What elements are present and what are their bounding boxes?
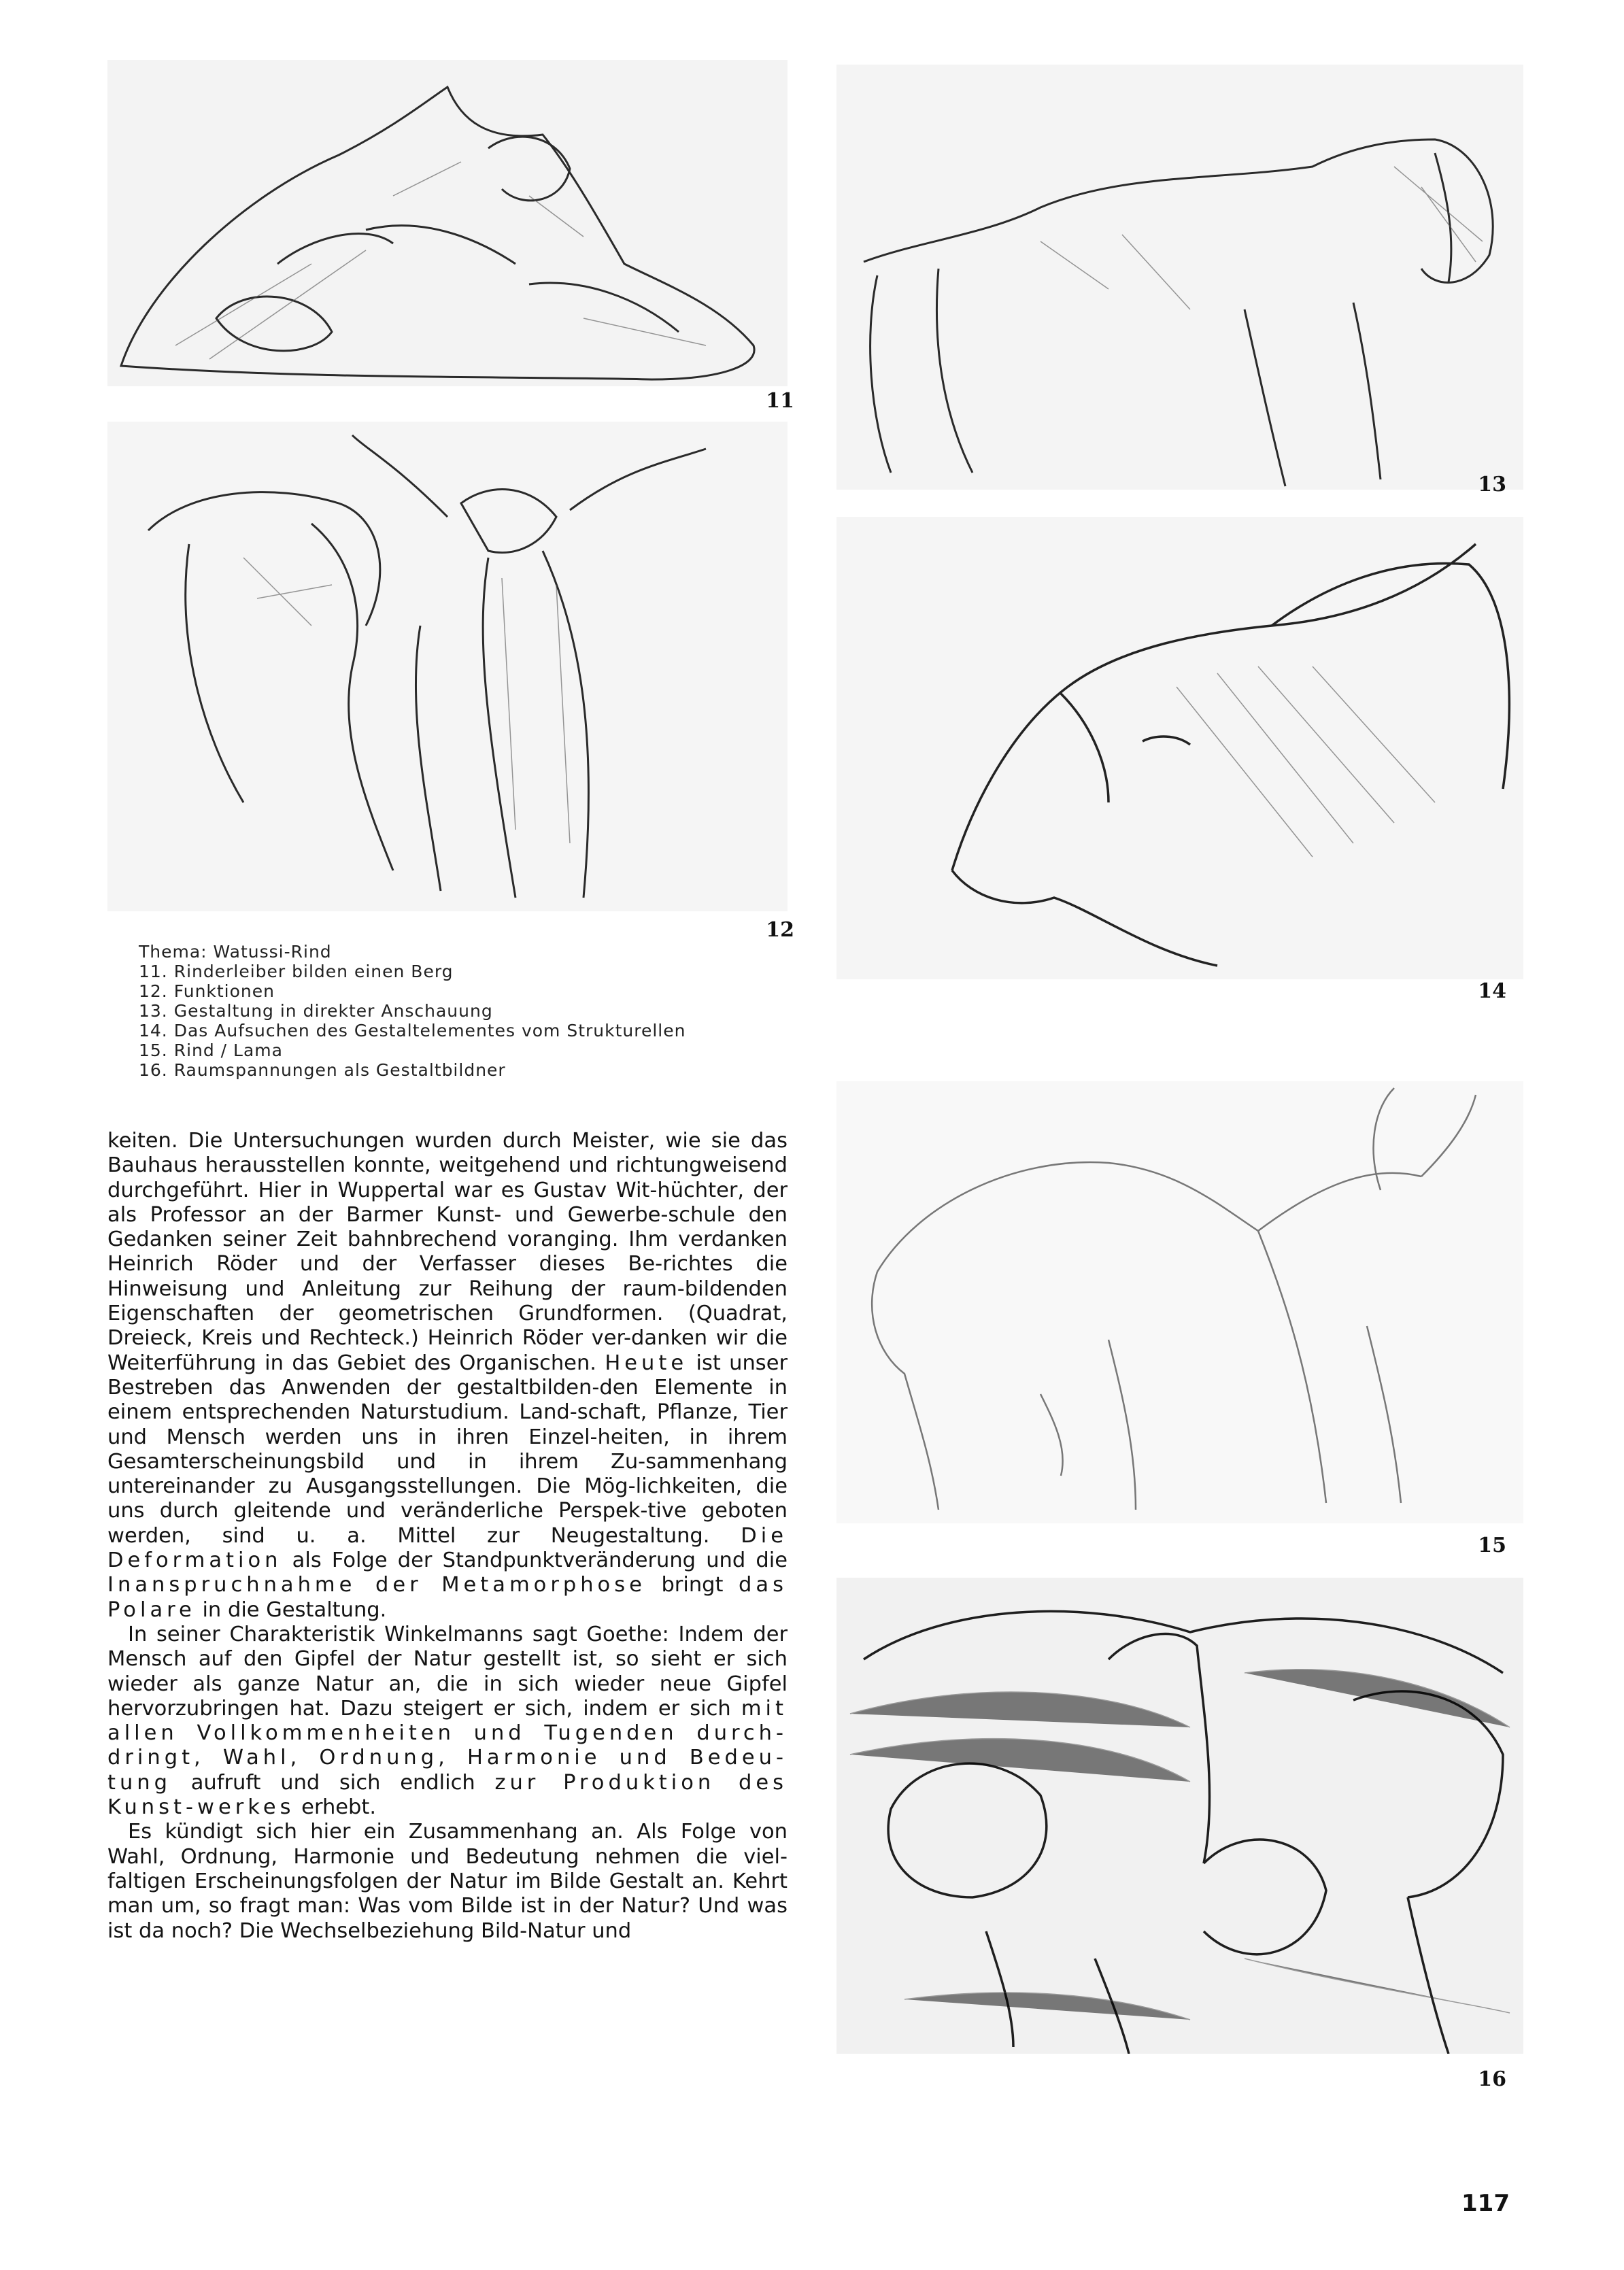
figure-15-sketch — [836, 1081, 1523, 1523]
figure-captions — [139, 942, 686, 1080]
caption-13: 13. Gestaltung in direkter Anschauung — [139, 1001, 493, 1021]
figure-14-sketch — [836, 517, 1523, 979]
article-body — [107, 1129, 788, 1944]
figure-11-drawing — [107, 60, 788, 386]
caption-11: 11. Rinderleiber bilden einen Berg — [139, 962, 454, 981]
spaced-inanspruchnahme: Inanspruchnahme — [107, 1573, 356, 1597]
paragraph-2: In seiner Charakteristik Winkelmanns sagt Goethe: Indem der Mensch auf den Gipfel der Natur gestellt ist, so sieht er sich wieder als ganze Natur an, die in sich wieder neue Gipfel hervorzubringen hat. Dazu steigert er sich, indem er sich mit allen Vollkommenheiten und Tugenden durch-dringt, Wahl, Ordnung, Harmonie und Bedeu-tung aufruft und sich endlich zur Produktion des Kunst-werkes erhebt. — [107, 1622, 788, 1820]
spaced-das: das — [739, 1573, 788, 1597]
spaced-mit-allen: mit allen Vollkommenheiten und Tugenden durch-dringt, Wahl, Ordnung, Harmonie und Bedeu-tung — [107, 1696, 788, 1795]
paragraph-3: Es kündigt sich hier ein Zusammenhang an. Als Folge von Wahl, Ordnung, Harmonie und Bedeutung nehmen die viel-faltigen Erscheinungsfolgen der Natur im Bilde Gestalt an. Kehrt man um, so fragt man: Was vom Bilde ist in der Natur? Und was ist da noch? Die Wechselbeziehung Bild-Natur und — [107, 1820, 788, 1943]
caption-16: 16. Raumspannungen als Gestaltbildner — [139, 1060, 506, 1080]
paragraph-1: keiten. Die Untersuchungen wurden durch Meister, wie sie das Bauhaus herausstellen konnte, weitgehend und richtungweisend durchgeführt. Hier in Wuppertal war es Gustav Wit-hüchter, der als Professor an der Barmer Kunst- und Gewerbe-schule den Gedanken seiner Zeit bahnbrechend voranging. Ihm verdanken Heinrich Röder und der Verfasser dieses Be-richtes die Hinweisung und Anleitung zur Reihung der raum-bildenden Eigenschaften der geometrischen Grundformen. (Quadrat, Dreieck, Kreis und Rechteck.) Heinrich Röder ver-danken wir die Weiterführung in das Gebiet des Organischen. Heute ist unser Bestreben das Anwenden der gestaltbilden-den Elemente in einem entsprechenden Naturstudium. Land-schaft, Pflanze, Tier und Mensch werden uns in ihren Einzel-heiten, in ihrem Gesamterscheinungsbild und in ihrem Zu-sammenhang untereinander zu Ausgangsstellungen. Die Mög-lichkeiten, die uns durch gleitende und veränderliche Perspek-tive geboten werden, sind u. a. Mittel zur Neugestaltung. Die Deformation als Folge der Standpunktveränderung und die Inanspruchnahme der Metamorphose bringt das Polare in die Gestaltung. — [107, 1129, 788, 1622]
figure-11-number: 11 — [766, 389, 794, 413]
figure-11-sketch — [107, 60, 788, 386]
spaced-die: Die — [741, 1523, 788, 1548]
spaced-metamorphose: Metamorphose — [441, 1573, 646, 1597]
caption-12: 12. Funktionen — [139, 981, 275, 1001]
figure-13-sketch — [836, 65, 1523, 490]
figure-13-number: 13 — [1478, 473, 1506, 496]
caption-theme: Thema: Watussi-Rind — [139, 942, 332, 962]
figure-15-number: 15 — [1478, 1534, 1506, 1557]
figure-16-sketch — [836, 1578, 1523, 2054]
spaced-polare: Polare — [107, 1597, 196, 1622]
figure-16-drawing — [836, 1578, 1523, 2054]
spaced-deformation: Deformation — [107, 1548, 282, 1573]
caption-15: 15. Rind / Lama — [139, 1040, 283, 1060]
figure-13-drawing — [836, 65, 1523, 490]
figure-14-drawing — [836, 517, 1523, 979]
figure-12-number: 12 — [766, 918, 794, 942]
page-number: 117 — [1461, 2190, 1510, 2217]
figure-16-number: 16 — [1478, 2067, 1506, 2091]
spaced-heute: Heute — [605, 1351, 688, 1375]
figure-12-drawing — [107, 422, 788, 911]
caption-14: 14. Das Aufsuchen des Gestaltelementes vom Strukturellen — [139, 1021, 686, 1040]
figure-12-sketch — [107, 422, 788, 911]
figure-15-drawing — [836, 1081, 1523, 1523]
figure-14-number: 14 — [1478, 979, 1506, 1003]
spaced-produktion: zur Produktion des Kunst-werkes — [107, 1770, 788, 1820]
